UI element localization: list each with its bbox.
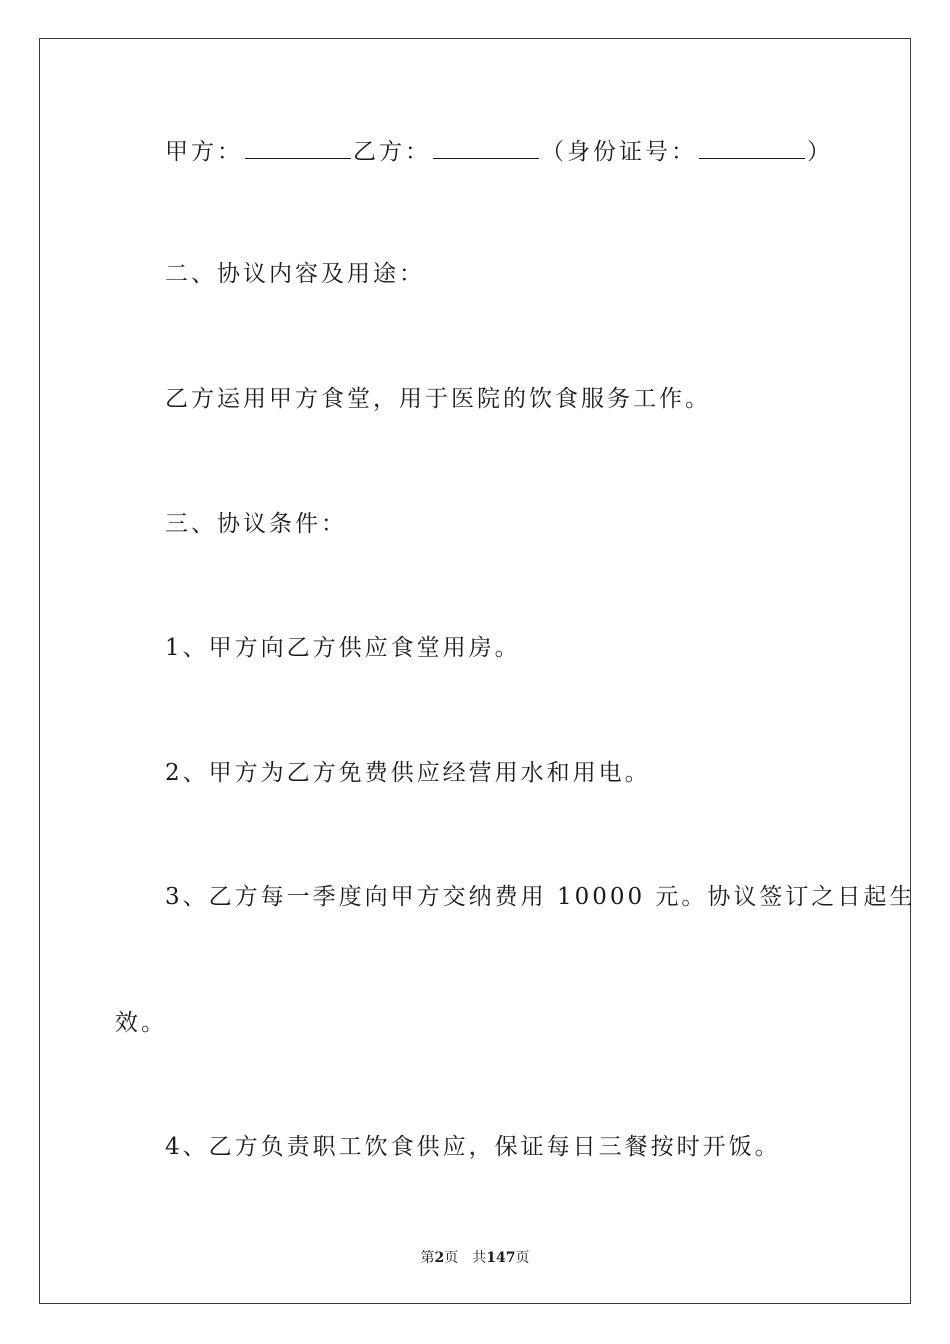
id-number-blank <box>699 136 805 159</box>
item-3-line-2: 效。 <box>115 1010 167 1036</box>
item-4: 4、乙方负责职工饮食供应，保证每日三餐按时开饭。 <box>165 1134 781 1160</box>
party-b-label: 乙方： <box>353 139 431 165</box>
id-label-close: ） <box>807 139 833 165</box>
footer-page-number: 2 <box>434 1250 445 1266</box>
party-a-label: 甲方： <box>165 139 243 165</box>
footer-total-suffix: 页 <box>515 1250 530 1266</box>
section2-heading: 二、协议内容及用途： <box>165 261 425 287</box>
footer-page-prefix: 第 <box>420 1250 435 1266</box>
section3-heading: 三、协议条件： <box>165 511 347 537</box>
party-a-blank <box>245 136 351 159</box>
footer-total-pages: 147 <box>486 1250 516 1266</box>
page-border <box>39 38 911 1304</box>
footer-total-prefix: 共 <box>472 1250 487 1266</box>
id-label-open: （身份证号： <box>541 139 697 165</box>
parties-line <box>165 136 833 167</box>
item-1: 1、甲方向乙方供应食堂用房。 <box>165 635 521 661</box>
page-footer <box>0 1247 950 1267</box>
item-2: 2、甲方为乙方免费供应经营用水和用电。 <box>165 760 651 786</box>
footer-page-suffix: 页 <box>444 1250 459 1266</box>
section2-text: 乙方运用甲方食堂，用于医院的饮食服务工作。 <box>165 386 711 412</box>
item-3-line-1: 3、乙方每一季度向甲方交纳费用 10000 元。协议签订之日起生 <box>165 884 916 910</box>
party-b-blank <box>433 136 539 159</box>
